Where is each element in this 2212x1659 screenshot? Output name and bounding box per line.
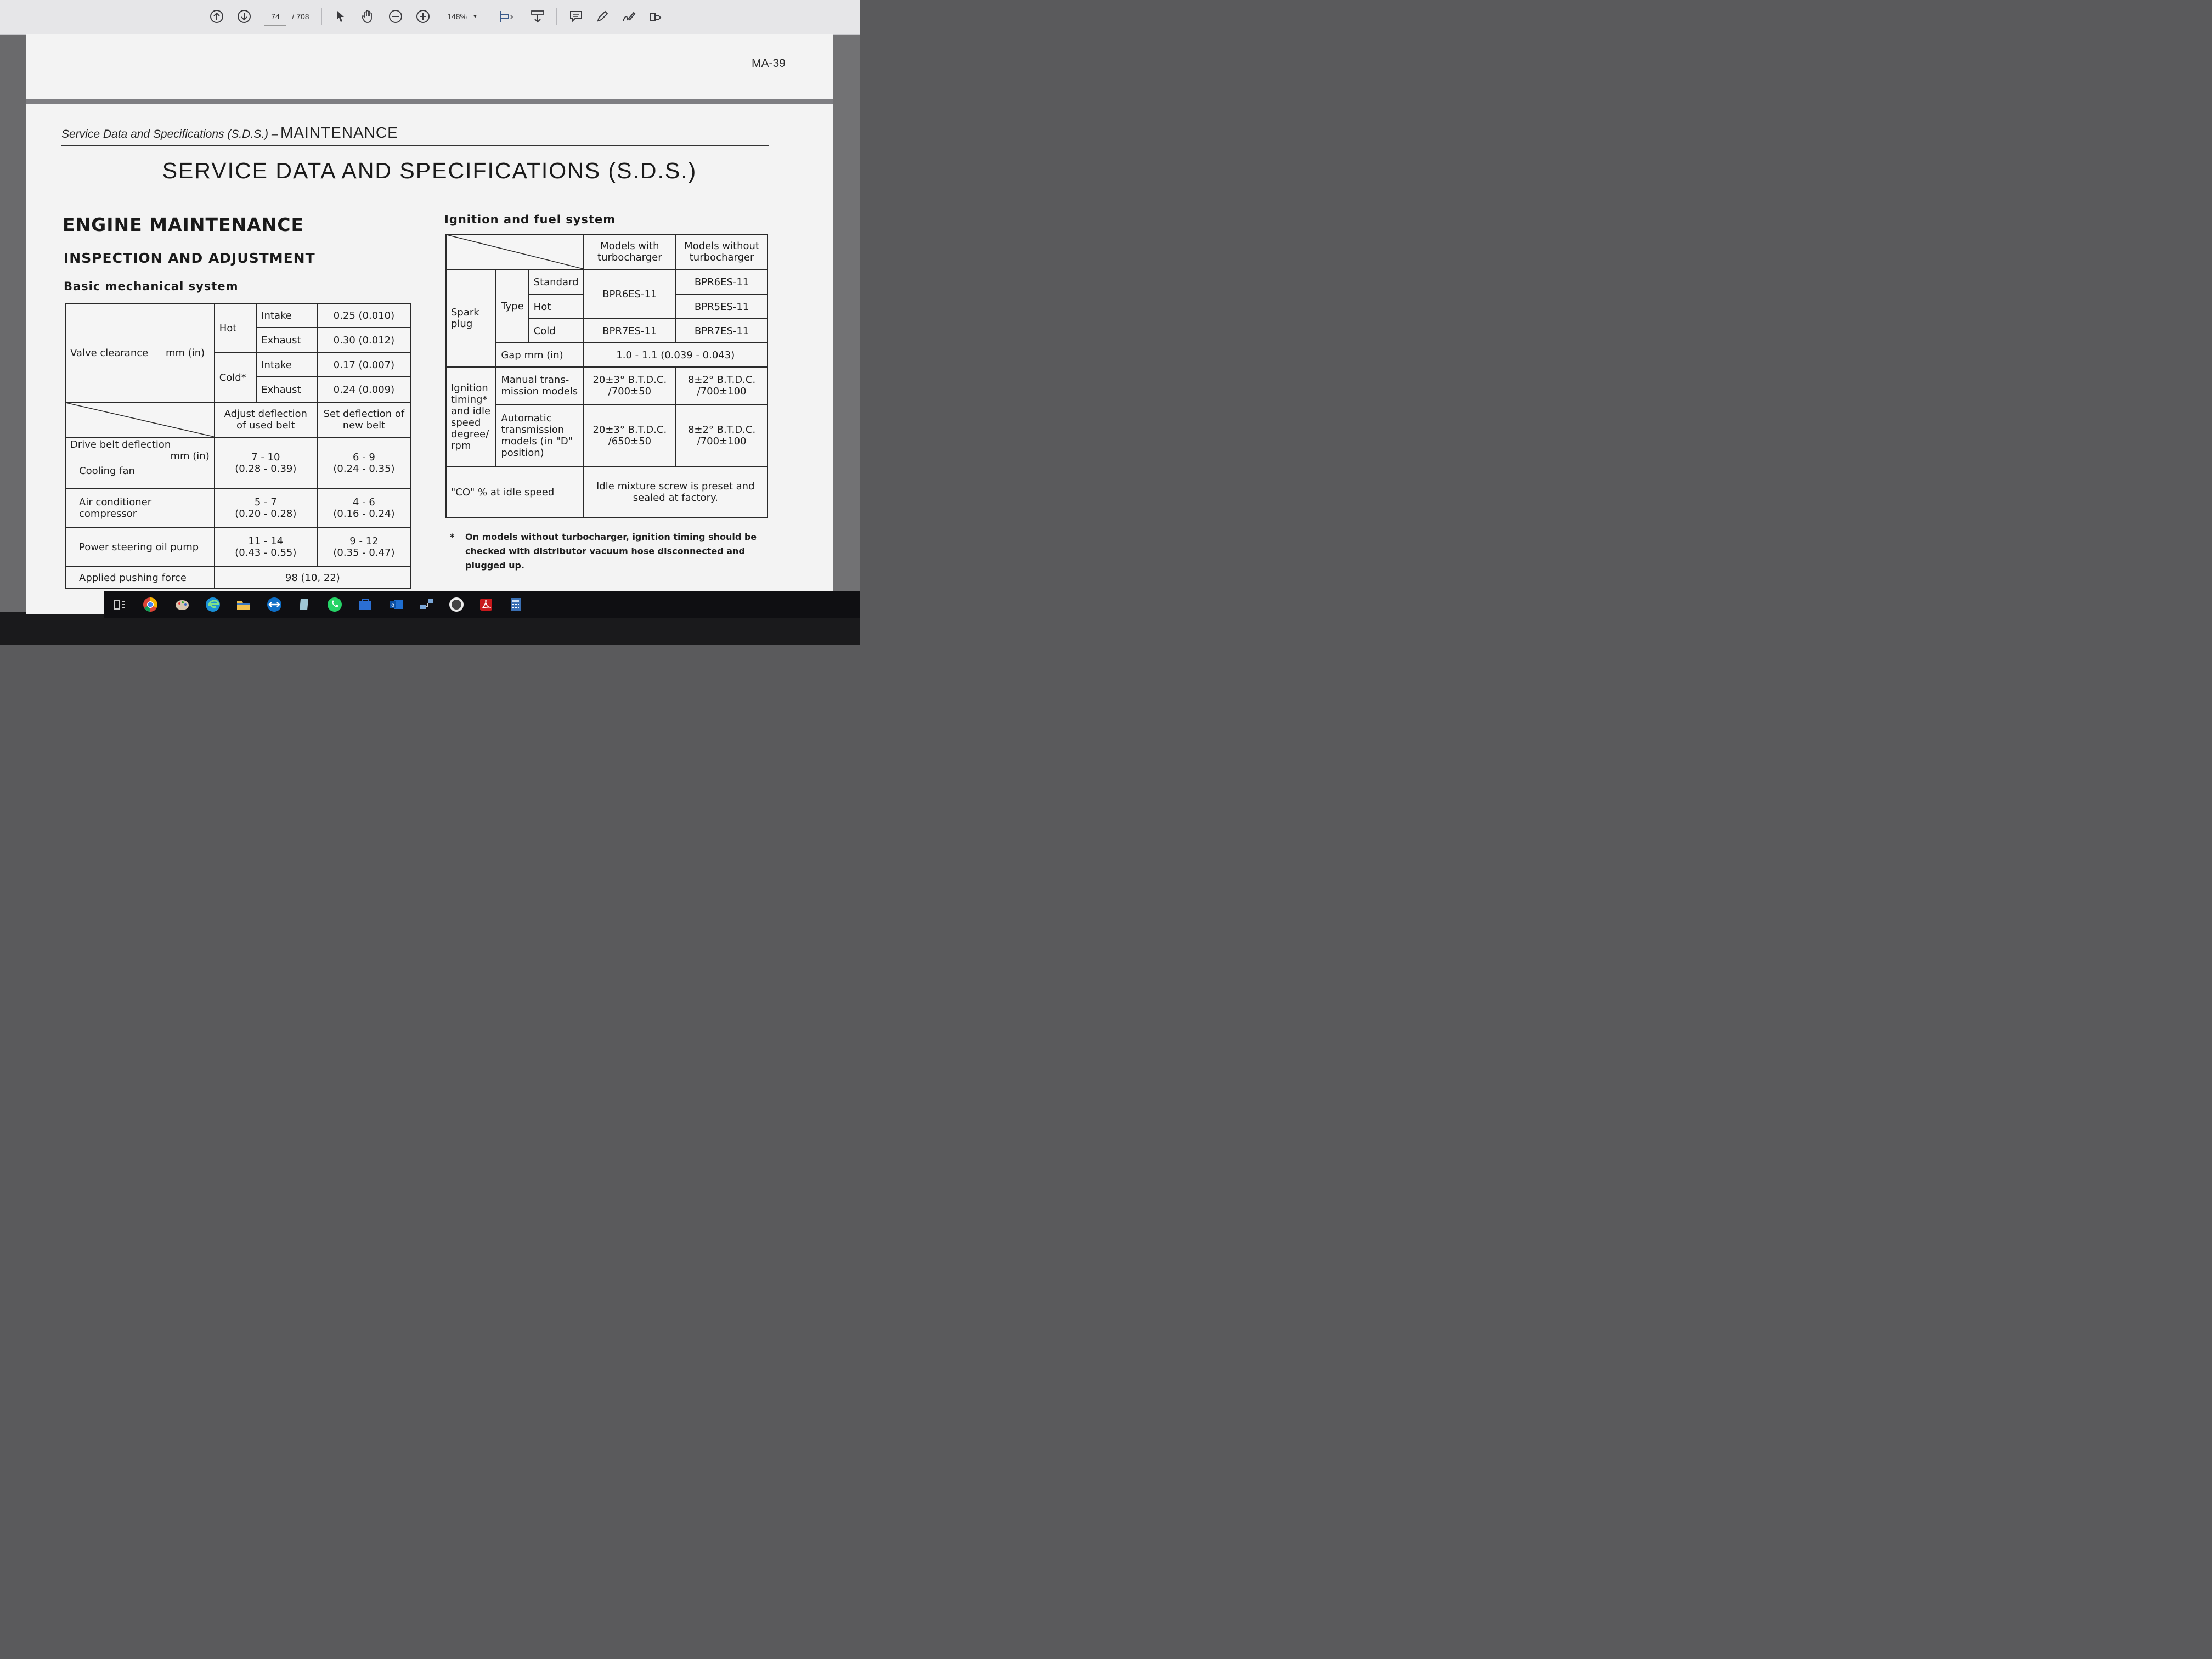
hand-icon xyxy=(360,9,376,24)
adjust-used-belt-header: Adjust deflection of used belt xyxy=(215,402,317,437)
gap-value: 1.0 - 1.1 (0.039 - 0.043) xyxy=(584,343,768,367)
power-steering-used-in: (0.43 - 0.55) xyxy=(235,547,297,558)
belt-header-diagonal-cell xyxy=(65,402,215,437)
pdf-page xyxy=(26,34,833,614)
windows-taskbar xyxy=(104,591,860,618)
hot-label: Hot xyxy=(529,295,584,319)
pen-icon xyxy=(595,9,610,24)
manual-trans-label: Manual trans- mission models xyxy=(496,367,583,404)
noturbo-cold-value: BPR7ES-11 xyxy=(676,319,768,343)
cold-intake-label: Intake xyxy=(256,353,317,377)
diagonal-line xyxy=(447,235,583,269)
cooling-fan-label: Cooling fan xyxy=(79,465,135,477)
ac-compressor-new-mm: 4 - 6 xyxy=(353,496,375,508)
zoom-level-value: 148% xyxy=(447,12,467,21)
cooling-fan-used-in: (0.28 - 0.39) xyxy=(235,463,297,475)
valve-hot-label: Hot xyxy=(215,303,256,353)
highlight-button[interactable] xyxy=(594,8,611,25)
section-heading: ENGINE MAINTENANCE xyxy=(63,214,304,235)
manual-turbo-value xyxy=(584,367,676,404)
power-steering-new-value xyxy=(317,527,411,567)
whatsapp-icon[interactable] xyxy=(326,596,343,613)
auto-turbo-value xyxy=(584,404,676,467)
drive-belt-label: Drive belt deflection xyxy=(70,439,171,450)
gap-label: Gap mm (in) xyxy=(496,343,583,367)
footnote-text: On models without turbocharger, ignition timing should be checked with distributor vacuum hose disconnected and plugged up. xyxy=(465,532,757,571)
ignition-fuel-table xyxy=(445,234,768,518)
standard-label: Standard xyxy=(529,269,584,295)
co-idle-label: "CO" % at idle speed xyxy=(446,467,584,517)
noturbo-standard-value: BPR6ES-11 xyxy=(676,269,768,295)
cold-label: Cold xyxy=(529,319,584,343)
co-idle-value: Idle mixture screw is preset and sealed at factory. xyxy=(584,467,768,517)
auto-noturbo-rpm: /700±100 xyxy=(697,436,747,447)
auto-noturbo-timing: 8±2° B.T.D.C. xyxy=(687,424,756,436)
sign-icon xyxy=(621,9,636,24)
acrobat-icon[interactable] xyxy=(477,596,495,613)
drive-belt-unit: mm (in) xyxy=(170,450,210,462)
select-tool-button[interactable] xyxy=(332,8,349,25)
cooling-fan-new-value xyxy=(317,437,411,489)
comment-icon xyxy=(568,9,584,24)
hot-exhaust-label: Exhaust xyxy=(256,328,317,353)
ac-compressor-new-value xyxy=(317,489,411,527)
teamviewer-icon[interactable] xyxy=(266,596,283,613)
zoom-out-icon xyxy=(388,9,403,24)
hot-intake-label: Intake xyxy=(256,303,317,328)
share-button[interactable] xyxy=(646,8,664,25)
screen-bezel-left xyxy=(0,0,26,614)
hand-tool-button[interactable] xyxy=(360,8,376,25)
page-number-input[interactable]: 74 xyxy=(264,8,286,26)
diagonal-line xyxy=(66,403,214,437)
manual-noturbo-rpm: /700±100 xyxy=(697,386,747,397)
cooling-fan-new-in: (0.24 - 0.35) xyxy=(333,463,395,475)
next-page-button[interactable] xyxy=(236,8,252,25)
zoom-in-button[interactable] xyxy=(415,8,431,25)
toolbar-separator xyxy=(556,8,557,25)
valve-unit-label: mm (in) xyxy=(165,347,205,359)
scroll-mode-button[interactable] xyxy=(529,8,546,25)
auto-noturbo-value xyxy=(676,404,768,467)
chrome-icon[interactable] xyxy=(142,596,159,613)
noturbo-hot-value: BPR5ES-11 xyxy=(676,295,768,319)
calculator-icon[interactable] xyxy=(507,596,524,613)
with-turbo-header: Models with turbocharger xyxy=(584,234,676,269)
footnote-marker: * xyxy=(450,532,455,542)
previous-page-button[interactable] xyxy=(208,8,225,25)
page-number-label: MA-39 xyxy=(752,57,786,70)
cold-intake-value: 0.17 (0.007) xyxy=(317,353,411,377)
basic-mechanical-table xyxy=(65,303,411,589)
power-steering-new-in: (0.35 - 0.47) xyxy=(333,547,395,558)
manual-turbo-rpm: /700±50 xyxy=(608,386,652,397)
ignition-fuel-heading: Ignition and fuel system xyxy=(444,213,616,226)
cooling-fan-new-mm: 6 - 9 xyxy=(353,452,375,463)
cooling-fan-used-mm: 7 - 10 xyxy=(251,452,280,463)
pdf-toolbar xyxy=(0,0,860,35)
auto-turbo-timing: 20±3° B.T.D.C. xyxy=(592,424,667,436)
page-break-divider xyxy=(26,99,833,104)
fit-page-button[interactable] xyxy=(495,8,517,25)
task-view-icon[interactable] xyxy=(111,596,128,613)
footnote xyxy=(450,530,757,573)
scroll-mode-icon xyxy=(530,9,545,24)
header-italic-text: Service Data and Specifications (S.D.S.) – xyxy=(61,128,278,140)
share-icon xyxy=(647,9,663,24)
valve-clearance-cell xyxy=(65,303,215,402)
manual-noturbo-value xyxy=(676,367,768,404)
hot-exhaust-value: 0.30 (0.012) xyxy=(317,328,411,353)
comment-button[interactable] xyxy=(567,8,585,25)
notepad-icon[interactable] xyxy=(296,596,314,613)
pushing-force-label: Applied pushing force xyxy=(65,567,215,589)
fit-page-icon xyxy=(498,9,514,24)
power-steering-label: Power steering oil pump xyxy=(65,527,215,567)
zoom-level-dropdown[interactable] xyxy=(442,8,483,25)
toolbar-separator xyxy=(321,8,322,25)
valve-clearance-label: Valve clearance xyxy=(70,347,149,359)
subsection-heading: INSPECTION AND ADJUSTMENT xyxy=(64,250,315,266)
power-steering-used-mm: 11 - 14 xyxy=(248,535,284,547)
paint-icon[interactable] xyxy=(173,596,191,613)
turbo-standard-hot-value: BPR6ES-11 xyxy=(584,269,676,319)
spark-plug-label: Spark plug xyxy=(446,269,496,367)
manual-turbo-timing: 20±3° B.T.D.C. xyxy=(592,374,667,386)
spark-type-label: Type xyxy=(496,269,528,343)
cold-exhaust-label: Exhaust xyxy=(256,377,317,402)
set-new-belt-header: Set deflection of new belt xyxy=(317,402,411,437)
ignition-timing-label: Ignition timing* and idle speed degree/ rpm xyxy=(446,367,496,467)
screen-bezel-right xyxy=(833,33,860,614)
store-icon[interactable] xyxy=(357,596,374,613)
pointer-icon xyxy=(333,9,348,24)
app-99-icon[interactable] xyxy=(448,596,465,613)
cooling-fan-cell xyxy=(65,437,215,489)
cooling-fan-used-value xyxy=(215,437,317,489)
arrow-down-circle-icon xyxy=(236,9,252,24)
zoom-out-button[interactable] xyxy=(387,8,404,25)
ac-compressor-label: Air conditioner compressor xyxy=(65,489,215,527)
file-explorer-icon[interactable] xyxy=(235,596,252,613)
ac-compressor-new-in: (0.16 - 0.24) xyxy=(333,508,395,520)
ac-compressor-used-in: (0.20 - 0.28) xyxy=(235,508,297,520)
cold-exhaust-value: 0.24 (0.009) xyxy=(317,377,411,402)
pushing-force-value: 98 (10, 22) xyxy=(215,567,411,589)
edge-icon[interactable] xyxy=(204,596,222,613)
chevron-down-icon: ▼ xyxy=(472,13,478,20)
without-turbo-header: Models without turbocharger xyxy=(676,234,768,269)
valve-cold-label: Cold* xyxy=(215,353,256,402)
power-steering-used-value xyxy=(215,527,317,567)
total-pages-label: / 708 xyxy=(292,12,309,21)
ac-compressor-used-mm: 5 - 7 xyxy=(254,496,277,508)
turbo-cold-value: BPR7ES-11 xyxy=(584,319,676,343)
page-title: SERVICE DATA AND SPECIFICATIONS (S.D.S.) xyxy=(162,158,697,183)
auto-trans-label: Automatic transmission models (in "D" position) xyxy=(496,404,583,467)
power-steering-new-mm: 9 - 12 xyxy=(349,535,379,547)
sign-button[interactable] xyxy=(620,8,637,25)
outlook-icon[interactable] xyxy=(387,596,405,613)
header-section-text: MAINTENANCE xyxy=(280,124,398,141)
ac-compressor-used-value xyxy=(215,489,317,527)
running-header xyxy=(61,124,769,146)
hot-intake-value: 0.25 (0.010) xyxy=(317,303,411,328)
ignition-header-diagonal-cell xyxy=(446,234,584,269)
manual-noturbo-timing: 8±2° B.T.D.C. xyxy=(687,374,756,386)
zoom-in-icon xyxy=(415,9,431,24)
network-icon[interactable] xyxy=(418,596,436,613)
arrow-up-circle-icon xyxy=(209,9,224,24)
basic-mechanical-heading: Basic mechanical system xyxy=(64,280,239,293)
svg-text:o: o xyxy=(391,602,394,608)
auto-turbo-rpm: /650±50 xyxy=(608,436,652,447)
